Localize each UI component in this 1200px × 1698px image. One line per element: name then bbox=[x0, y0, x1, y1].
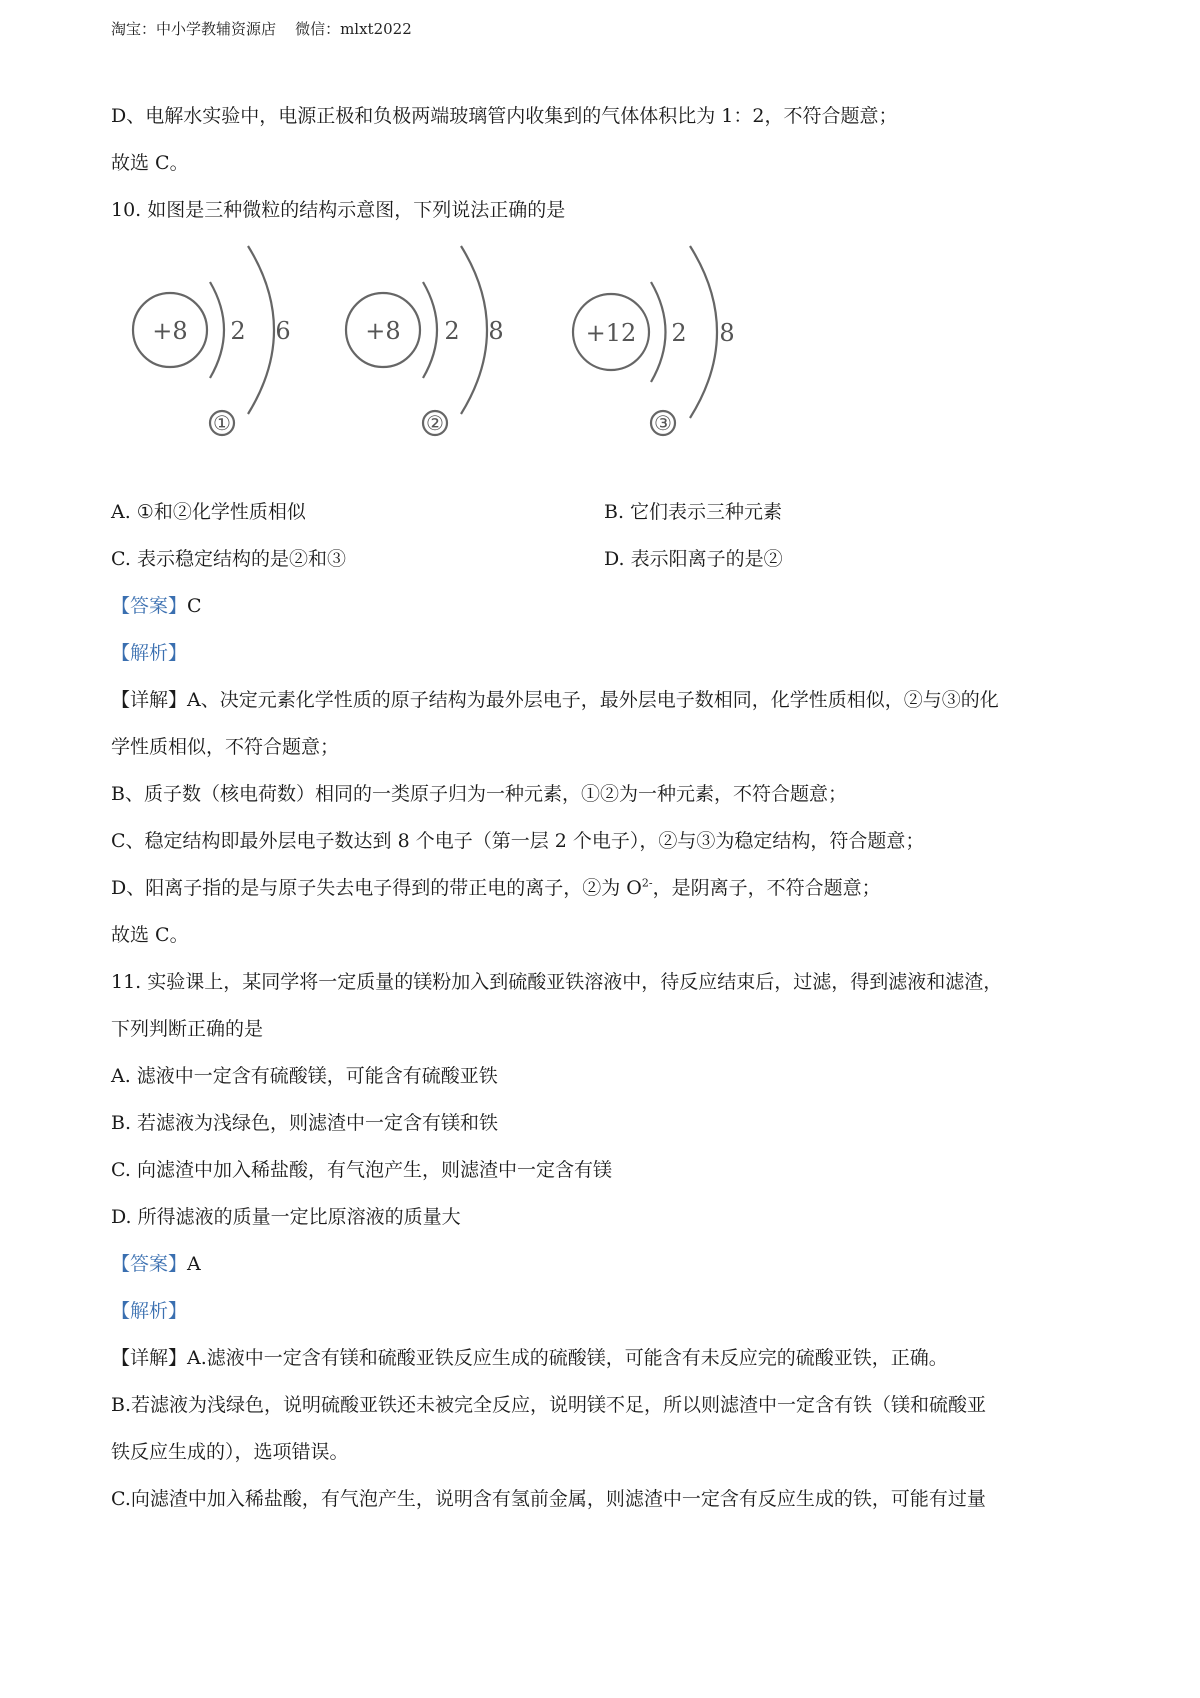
detail-text: A.滤液中一定含有镁和硫酸亚铁反应生成的硫酸镁，可能含有未反应完的硫酸亚铁，正确。 bbox=[187, 1347, 948, 1369]
question-11-stem-cont: 下列判断正确的是 bbox=[111, 1018, 264, 1040]
page-header: 淘宝：中小学教辅资源店 微信：mlxt2022 bbox=[111, 20, 412, 38]
detail-tag: 【详解】 bbox=[111, 689, 188, 711]
q10-option-d: D. 表示阳离子的是② bbox=[604, 548, 783, 570]
q10-option-a: A. ①和②化学性质相似 bbox=[111, 501, 306, 523]
atom-diagram-2 bbox=[346, 246, 504, 435]
detail-text: ，是阴离子，不符合题意； bbox=[652, 877, 881, 899]
text-line: 故选 C。 bbox=[111, 152, 189, 174]
shell-electrons: 8 bbox=[719, 319, 735, 347]
ion-charge-superscript: 2- bbox=[641, 876, 653, 890]
q10-detail-a bbox=[111, 688, 999, 712]
nucleus-charge: +8 bbox=[365, 317, 401, 345]
q11-option-b: B. 若滤液为浅绿色，则滤渣中一定含有镁和铁 bbox=[111, 1112, 499, 1134]
atom-diagram-1 bbox=[133, 246, 291, 435]
q11-option-a: A. 滤液中一定含有硫酸镁，可能含有硫酸亚铁 bbox=[111, 1065, 498, 1087]
atom-label: ② bbox=[426, 411, 444, 435]
q10-detail-a-cont: 学性质相似，不符合题意； bbox=[111, 736, 340, 758]
answer-value: C bbox=[187, 595, 202, 617]
nucleus-charge: +8 bbox=[152, 317, 188, 345]
nucleus-charge: +12 bbox=[585, 319, 637, 347]
detail-text: A、决定元素化学性质的原子结构为最外层电子，最外层电子数相同，化学性质相似，②与③的化 bbox=[187, 689, 999, 711]
answer-value: A bbox=[187, 1253, 201, 1275]
answer-tag: 【答案】 bbox=[111, 1253, 188, 1275]
atom-structure-diagram bbox=[130, 240, 830, 480]
q11-detail-b: B.若滤液为浅绿色，说明硫酸亚铁还未被完全反应，说明镁不足，所以则滤渣中一定含有铁（镁和硫酸亚 bbox=[111, 1394, 987, 1416]
q11-detail-a bbox=[111, 1346, 948, 1370]
detail-text: D、阳离子指的是与原子失去电子得到的带正电的离子，②为 O bbox=[111, 877, 642, 899]
shell-electrons: 2 bbox=[230, 317, 246, 345]
question-10-stem: 10. 如图是三种微粒的结构示意图，下列说法正确的是 bbox=[111, 199, 566, 221]
atom-diagram-3 bbox=[573, 246, 735, 435]
text-line: D、电解水实验中，电源正极和负极两端玻璃管内收集到的气体体积比为 1：2，不符合题意； bbox=[111, 105, 898, 127]
q10-answer bbox=[111, 594, 202, 618]
answer-tag: 【答案】 bbox=[111, 595, 188, 617]
q10-detail-end: 故选 C。 bbox=[111, 924, 189, 946]
q11-option-d: D. 所得滤液的质量一定比原溶液的质量大 bbox=[111, 1206, 461, 1228]
shell-electrons: 2 bbox=[444, 317, 460, 345]
shell-electrons: 6 bbox=[275, 317, 291, 345]
q11-option-c: C. 向滤渣中加入稀盐酸，有气泡产生，则滤渣中一定含有镁 bbox=[111, 1159, 612, 1181]
shell-electrons: 8 bbox=[488, 317, 504, 345]
question-11-stem: 11. 实验课上，某同学将一定质量的镁粉加入到硫酸亚铁溶液中，待反应结束后，过滤，得到滤液和滤渣， bbox=[111, 971, 1003, 993]
q10-analysis-tag: 【解析】 bbox=[111, 642, 188, 664]
atom-label: ① bbox=[213, 411, 231, 435]
shell-electrons: 2 bbox=[671, 319, 687, 347]
q10-option-c: C. 表示稳定结构的是②和③ bbox=[111, 548, 346, 570]
q10-detail-d bbox=[111, 876, 881, 900]
q11-answer bbox=[111, 1252, 201, 1276]
q11-detail-c: C.向滤渣中加入稀盐酸，有气泡产生，说明含有氢前金属，则滤渣中一定含有反应生成的铁，可能有过量 bbox=[111, 1488, 986, 1510]
q10-detail-b: B、质子数（核电荷数）相同的一类原子归为一种元素，①②为一种元素，不符合题意； bbox=[111, 783, 847, 805]
atom-label: ③ bbox=[654, 411, 672, 435]
detail-tag: 【详解】 bbox=[111, 1347, 188, 1369]
q11-detail-b-cont: 铁反应生成的），选项错误。 bbox=[111, 1441, 349, 1463]
q10-detail-c: C、稳定结构即最外层电子数达到 8 个电子（第一层 2 个电子），②与③为稳定结构，符合题意； bbox=[111, 830, 925, 852]
q10-option-b: B. 它们表示三种元素 bbox=[604, 501, 783, 523]
q11-analysis-tag: 【解析】 bbox=[111, 1300, 188, 1322]
